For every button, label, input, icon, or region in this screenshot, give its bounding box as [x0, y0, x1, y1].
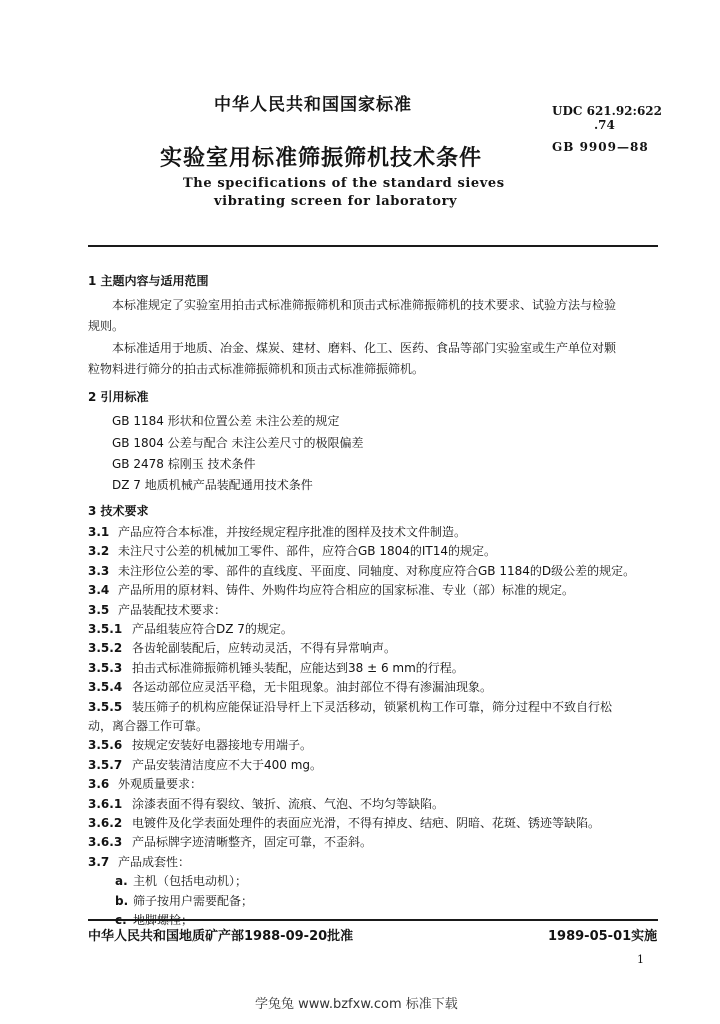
udc-code-cont: .74: [594, 118, 615, 132]
clause: 3.5.7 产品安装清洁度应不大于400 mg。: [88, 757, 323, 772]
clause: 3.4 产品所用的原材料、铸件、外购件均应符合相应的国家标准、专业（部）标准的规定。: [88, 583, 575, 598]
clause: 3.6.3 产品标牌字迹清晰整齐，固定可靠，不歪斜。: [88, 835, 373, 850]
section-1-para1-line1: 本标准规定了实验室用拍击式标准筛振筛机和顶击式标准筛振筛机的技术要求、试验方法与检验: [112, 298, 617, 312]
clause: 3.5.5 装压筛子的机构应能保证沿导杆上下灵活移动，锁紧机构工作可靠，筛分过程中不致自行松: [88, 699, 613, 714]
clause: 3.3 未注形位公差的零、部件的直线度、平面度、同轴度、对称度应符合GB 1184的D级公差的规定。: [88, 563, 636, 578]
list-item: c. 地脚螺栓；: [115, 913, 194, 927]
udc-code: UDC 621.92:622: [552, 104, 663, 118]
standard-type: 中华人民共和国国家标准: [214, 95, 412, 115]
effective-date: 1989-05-01实施: [548, 929, 658, 944]
section-1-para2-line2: 粒物料进行筛分的拍击式标准筛振筛机和顶击式标准筛振筛机。: [88, 362, 425, 376]
clause: 3.5.6 按规定安装好电器接地专用端子。: [88, 738, 313, 753]
clause: 3.5.4 各运动部位应灵活平稳，无卡阻现象。油封部位不得有渗漏油现象。: [88, 680, 493, 695]
list-item: b. 筛子按用户需要配备；: [115, 893, 254, 908]
english-title-line2: vibrating screen for laboratory: [214, 194, 458, 209]
document-title: 实验室用标准筛振筛机技术条件: [160, 146, 483, 171]
clause: 3.5.2 各齿轮副装配后，应转动灵活，不得有异常响声。: [88, 641, 397, 656]
clause: 3.6 外观质量要求：: [88, 777, 203, 792]
clause: 3.5.1 产品组装应符合DZ 7的规定。: [88, 622, 293, 636]
section-1-para2-line1: 本标准适用于地质、冶金、煤炭、建材、磨料、化工、医药、食品等部门实验室或生产单位对颗: [112, 341, 617, 355]
clause: 3.6.1 涂漆表面不得有裂纹、皱折、流痕、气泡、不均匀等缺陷。: [88, 796, 445, 811]
page-number: 1: [637, 953, 644, 966]
reference-item: GB 1804 公差与配合 未注公差尺寸的极限偏差: [112, 436, 364, 450]
watermark: 学兔兔 www.bzfxw.com 标准下载: [255, 997, 458, 1012]
clause: 3.1 产品应符合本标准，并按经规定程序批准的图样及技术文件制造。: [88, 525, 467, 539]
header-divider: [88, 245, 658, 247]
english-title-line1: The specifications of the standard sieves: [183, 176, 505, 191]
section-2-heading: 2 引用标准: [88, 390, 149, 404]
reference-item: GB 1184 形状和位置公差 未注公差的规定: [112, 414, 340, 428]
section-3-heading: 3 技术要求: [88, 504, 149, 518]
gb-number: GB 9909—88: [552, 140, 649, 154]
clause: 3.5 产品装配技术要求：: [88, 602, 227, 617]
clause: 3.6.2 电镀件及化学表面处理件的表面应光滑，不得有掉皮、结疤、阴暗、花斑、锈迹等缺陷。: [88, 816, 601, 830]
list-item: a. 主机（包括电动机）；: [115, 874, 248, 889]
clause: 3.7 产品成套性：: [88, 854, 191, 869]
clause: 3.2 未注尺寸公差的机械加工零件、部件，应符合GB 1804的IT14的规定。: [88, 544, 497, 559]
section-1-heading: 1 主题内容与适用范围: [88, 274, 209, 288]
section-1-para1-line2: 规则。: [88, 319, 125, 333]
reference-item: GB 2478 棕刚玉 技术条件: [112, 457, 256, 471]
reference-item: DZ 7 地质机械产品装配通用技术条件: [112, 478, 313, 492]
clause-continuation: 动，离合器工作可靠。: [88, 719, 209, 733]
approval-info: 中华人民共和国地质矿产部1988-09-20批准: [88, 929, 354, 944]
clause: 3.5.3 拍击式标准筛振筛机锤头装配，应能达到38 ± 6 mm的行程。: [88, 660, 464, 675]
